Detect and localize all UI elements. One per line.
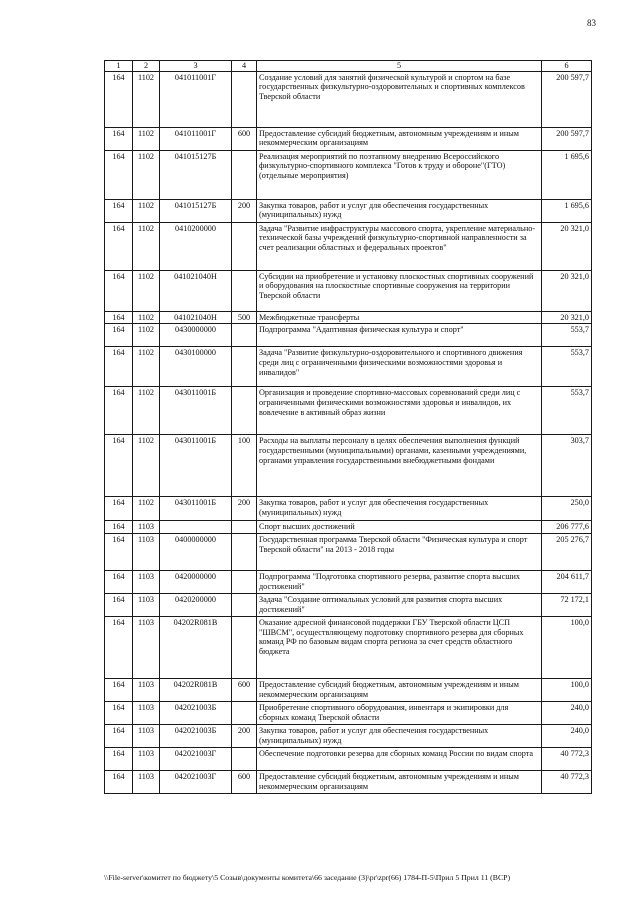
table-row <box>105 748 592 771</box>
expense-type-cell: 600 <box>232 679 257 702</box>
amount-cell: 200 597,7 <box>542 71 592 127</box>
target-article-cell: 041021040Н <box>160 311 232 324</box>
expense-type-cell: 200 <box>232 199 257 222</box>
ministry-code-cell: 164 <box>105 387 133 435</box>
target-article-cell: 042021003Б <box>160 702 232 725</box>
amount-cell: 553,7 <box>542 347 592 387</box>
description-cell: Организация и проведение спортивно-массовых соревнований среди лиц с ограниченными физическими возможностями здоровья и инвалидов, их вовлечение в активный образ жизни <box>257 387 542 435</box>
description-cell: Закупка товаров, работ и услуг для обеспечения государственных (муниципальных) нужд <box>257 199 542 222</box>
description-cell: Предоставление субсидий бюджетным, автономным учреждениям и иным некоммерческим организациям <box>257 127 542 150</box>
target-article-cell: 041011001Г <box>160 127 232 150</box>
expense-type-cell <box>232 748 257 771</box>
amount-cell: 1 695,6 <box>542 150 592 199</box>
section-code-cell: 1102 <box>133 270 160 311</box>
expense-type-cell <box>232 347 257 387</box>
table-row <box>105 435 592 497</box>
description-cell: Приобретение спортивного оборудования, инвентаря и экипировки для сборных команд Тверской области <box>257 702 542 725</box>
page-number: 83 <box>587 18 596 28</box>
table-row <box>105 571 592 594</box>
ministry-code-cell: 164 <box>105 270 133 311</box>
expense-type-cell: 600 <box>232 771 257 794</box>
target-article-cell: 04202R081В <box>160 617 232 679</box>
section-code-cell: 1103 <box>133 725 160 748</box>
column-header: 2 <box>133 61 160 72</box>
target-article-cell: 04202R081В <box>160 679 232 702</box>
section-code-cell: 1102 <box>133 199 160 222</box>
expense-type-cell: 100 <box>232 435 257 497</box>
target-article-cell: 042021003Г <box>160 748 232 771</box>
column-header: 5 <box>257 61 542 72</box>
table-row <box>105 771 592 794</box>
expense-type-cell <box>232 324 257 347</box>
ministry-code-cell: 164 <box>105 617 133 679</box>
section-code-cell: 1102 <box>133 324 160 347</box>
table-row <box>105 725 592 748</box>
table-row <box>105 679 592 702</box>
column-header: 3 <box>160 61 232 72</box>
ministry-code-cell: 164 <box>105 150 133 199</box>
section-code-cell: 1103 <box>133 702 160 725</box>
description-cell: Предоставление субсидий бюджетным, автономным учреждениям и иным некоммерческим организациям <box>257 679 542 702</box>
amount-cell: 72 172,1 <box>542 594 592 617</box>
description-cell: Предоставление субсидий бюджетным, автономным учреждениям и иным некоммерческим организациям <box>257 771 542 794</box>
file-path-footer: \\File-server\комитет по бюджету\5 Созыв\документы комитета\66 заседание (3)\pr\zpr(66) 1784-П-5\Прил 5 Прил 11 (ВСР) <box>104 873 511 882</box>
ministry-code-cell: 164 <box>105 311 133 324</box>
description-cell: Задача "Развитие физкультурно-оздоровительного и спортивного движения среди лиц с ограниченными физическими возможностями здоровья и инвалидов" <box>257 347 542 387</box>
target-article-cell <box>160 521 232 534</box>
ministry-code-cell: 164 <box>105 497 133 521</box>
section-code-cell: 1102 <box>133 387 160 435</box>
expense-type-cell <box>232 594 257 617</box>
table-row <box>105 270 592 311</box>
expense-type-cell <box>232 617 257 679</box>
ministry-code-cell: 164 <box>105 347 133 387</box>
section-code-cell: 1102 <box>133 435 160 497</box>
table-row <box>105 199 592 222</box>
amount-cell: 1 695,6 <box>542 199 592 222</box>
ministry-code-cell: 164 <box>105 199 133 222</box>
ministry-code-cell: 164 <box>105 71 133 127</box>
description-cell: Обеспечение подготовки резерва для сборных команд России по видам спорта <box>257 748 542 771</box>
expense-type-cell <box>232 387 257 435</box>
section-code-cell: 1102 <box>133 127 160 150</box>
section-code-cell: 1103 <box>133 679 160 702</box>
section-code-cell: 1103 <box>133 771 160 794</box>
column-header: 4 <box>232 61 257 72</box>
amount-cell: 206 777,6 <box>542 521 592 534</box>
target-article-cell: 041015127Б <box>160 150 232 199</box>
amount-cell: 20 321,0 <box>542 222 592 270</box>
description-cell: Подпрограмма "Подготовка спортивного резерва, развитие спорта высших достижений" <box>257 571 542 594</box>
expense-type-cell <box>232 270 257 311</box>
amount-cell: 250,0 <box>542 497 592 521</box>
expense-type-cell <box>232 222 257 270</box>
expense-type-cell: 600 <box>232 127 257 150</box>
amount-cell: 205 276,7 <box>542 534 592 571</box>
target-article-cell: 0420000000 <box>160 571 232 594</box>
target-article-cell: 0420200000 <box>160 594 232 617</box>
table-row <box>105 150 592 199</box>
ministry-code-cell: 164 <box>105 571 133 594</box>
table-row <box>105 617 592 679</box>
expense-type-cell <box>232 71 257 127</box>
table-row <box>105 324 592 347</box>
target-article-cell: 041021040Н <box>160 270 232 311</box>
section-code-cell: 1103 <box>133 748 160 771</box>
ministry-code-cell: 164 <box>105 771 133 794</box>
section-code-cell: 1103 <box>133 571 160 594</box>
ministry-code-cell: 164 <box>105 679 133 702</box>
description-cell: Спорт высших достижений <box>257 521 542 534</box>
description-cell: Подпрограмма "Адаптивная физическая культура и спорт" <box>257 324 542 347</box>
section-code-cell: 1103 <box>133 534 160 571</box>
amount-cell: 100,0 <box>542 617 592 679</box>
amount-cell: 553,7 <box>542 387 592 435</box>
table-row <box>105 497 592 521</box>
amount-cell: 20 321,0 <box>542 270 592 311</box>
ministry-code-cell: 164 <box>105 435 133 497</box>
ministry-code-cell: 164 <box>105 521 133 534</box>
amount-cell: 100,0 <box>542 679 592 702</box>
description-cell: Реализация мероприятий по поэтапному внедрению Всероссийского физкультурно-спортивного комплекса "Готов к труду и обороне"(ГТО) (отдельные мероприятия) <box>257 150 542 199</box>
section-code-cell: 1102 <box>133 347 160 387</box>
target-article-cell: 042021003Г <box>160 771 232 794</box>
table-row <box>105 534 592 571</box>
amount-cell: 40 772,3 <box>542 748 592 771</box>
description-cell: Субсидии на приобретение и установку плоскостных спортивных сооружений и оборудования на плоскостные спортивные сооружения на территории Тверской области <box>257 270 542 311</box>
description-cell: Создание условий для занятий физической культурой и спортом на базе государственных физкультурно-оздоровительных и спортивных комплексов Тверской области <box>257 71 542 127</box>
amount-cell: 303,7 <box>542 435 592 497</box>
ministry-code-cell: 164 <box>105 127 133 150</box>
expense-type-cell <box>232 702 257 725</box>
amount-cell: 553,7 <box>542 324 592 347</box>
target-article-cell: 041011001Г <box>160 71 232 127</box>
table-row <box>105 222 592 270</box>
table-row <box>105 521 592 534</box>
target-article-cell: 0400000000 <box>160 534 232 571</box>
section-code-cell: 1102 <box>133 222 160 270</box>
description-cell: Расходы на выплаты персоналу в целях обеспечения выполнения функций государственными (муниципальными) органами, казенными учреждениями, органами управления государственными внебюджетными фондами <box>257 435 542 497</box>
table-row <box>105 702 592 725</box>
amount-cell: 40 772,3 <box>542 771 592 794</box>
description-cell: Закупка товаров, работ и услуг для обеспечения государственных (муниципальных) нужд <box>257 497 542 521</box>
table-header-row <box>105 61 592 72</box>
amount-cell: 20 321,0 <box>542 311 592 324</box>
section-code-cell: 1102 <box>133 311 160 324</box>
ministry-code-cell: 164 <box>105 702 133 725</box>
expense-type-cell: 200 <box>232 497 257 521</box>
target-article-cell: 042021003Б <box>160 725 232 748</box>
budget-table <box>104 60 592 794</box>
table-row <box>105 127 592 150</box>
ministry-code-cell: 164 <box>105 748 133 771</box>
column-header: 6 <box>542 61 592 72</box>
amount-cell: 240,0 <box>542 702 592 725</box>
description-cell: Межбюджетные трансферты <box>257 311 542 324</box>
ministry-code-cell: 164 <box>105 725 133 748</box>
amount-cell: 240,0 <box>542 725 592 748</box>
ministry-code-cell: 164 <box>105 534 133 571</box>
target-article-cell: 043011001Б <box>160 497 232 521</box>
target-article-cell: 0430100000 <box>160 347 232 387</box>
section-code-cell: 1103 <box>133 594 160 617</box>
description-cell: Задача "Развитие инфраструктуры массового спорта, укрепление материально-технической базы учреждений физкультурно-спортивной направленности за счет реализации областных и федеральных проектов" <box>257 222 542 270</box>
target-article-cell: 0410200000 <box>160 222 232 270</box>
table-row <box>105 387 592 435</box>
target-article-cell: 0430000000 <box>160 324 232 347</box>
table-row <box>105 594 592 617</box>
amount-cell: 204 611,7 <box>542 571 592 594</box>
description-cell: Задача "Создание оптимальных условий для развития спорта высших достижений" <box>257 594 542 617</box>
expense-type-cell <box>232 521 257 534</box>
description-cell: Государственная программа Тверской области "Физическая культура и спорт Тверской области" на 2013 - 2018 годы <box>257 534 542 571</box>
target-article-cell: 043011001Б <box>160 387 232 435</box>
table-row <box>105 347 592 387</box>
expense-type-cell <box>232 150 257 199</box>
section-code-cell: 1103 <box>133 617 160 679</box>
expense-type-cell <box>232 571 257 594</box>
target-article-cell: 043011001Б <box>160 435 232 497</box>
section-code-cell: 1102 <box>133 71 160 127</box>
amount-cell: 200 597,7 <box>542 127 592 150</box>
column-header: 1 <box>105 61 133 72</box>
description-cell: Оказание адресной финансовой поддержки ГБУ Тверской области ЦСП "ШВСМ", осуществляющему подготовку спортивного резерва для сборных команд РФ по базовым видам спорта региона за счет средств областного бюджета <box>257 617 542 679</box>
expense-type-cell <box>232 534 257 571</box>
expense-type-cell: 500 <box>232 311 257 324</box>
section-code-cell: 1102 <box>133 497 160 521</box>
target-article-cell: 041015127Б <box>160 199 232 222</box>
expense-type-cell: 200 <box>232 725 257 748</box>
ministry-code-cell: 164 <box>105 594 133 617</box>
section-code-cell: 1102 <box>133 150 160 199</box>
section-code-cell: 1103 <box>133 521 160 534</box>
ministry-code-cell: 164 <box>105 324 133 347</box>
table-row <box>105 311 592 324</box>
ministry-code-cell: 164 <box>105 222 133 270</box>
table-row <box>105 71 592 127</box>
description-cell: Закупка товаров, работ и услуг для обеспечения государственных (муниципальных) нужд <box>257 725 542 748</box>
